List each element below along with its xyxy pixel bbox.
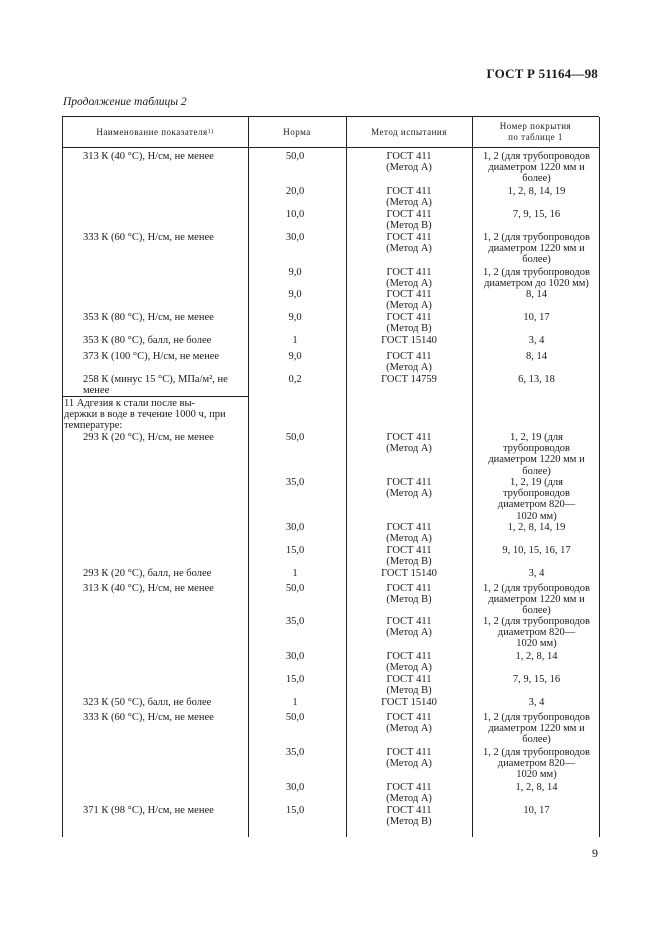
cell-cover: 1, 2 (для трубопроводов диаметром 820— 1020 мм) bbox=[483, 616, 590, 650]
cell-method: ГОСТ 14759 bbox=[381, 374, 437, 385]
table-header-row bbox=[62, 117, 599, 148]
cell-norm: 15,0 bbox=[285, 545, 305, 556]
cell-name: 333 К (60 °С), Н/см, не менее bbox=[83, 232, 214, 243]
cell-method: ГОСТ 411 (Метод А) bbox=[386, 522, 432, 545]
cell-method: ГОСТ 411 (Метод А) bbox=[386, 151, 432, 174]
cell-cover: 1, 2, 19 (для трубопроводов диаметром 1220 мм и более) bbox=[488, 432, 585, 477]
cell-method: ГОСТ 15140 bbox=[381, 335, 437, 346]
cell-name: 293 К (20 °С), Н/см, не менее bbox=[83, 432, 214, 443]
cell-name: 353 К (80 °С), балл, не более bbox=[83, 335, 212, 346]
section-separator bbox=[62, 396, 248, 397]
cell-name: 313 К (40 °С), Н/см, не менее bbox=[83, 583, 214, 594]
cell-norm: 10,0 bbox=[285, 209, 305, 220]
cell-cover: 1, 2 (для трубопроводов диаметром 1220 мм и более) bbox=[483, 712, 590, 746]
cell-method: ГОСТ 411 (Метод В) bbox=[386, 312, 432, 335]
cell-cover: 1, 2, 8, 14, 19 bbox=[507, 186, 566, 197]
cell-norm: 30,0 bbox=[285, 782, 305, 793]
cell-cover: 3, 4 bbox=[528, 568, 545, 579]
cell-method: ГОСТ 411 (Метод А) bbox=[386, 289, 432, 312]
cell-norm: 1 bbox=[292, 568, 298, 579]
cell-norm: 9,0 bbox=[288, 267, 302, 278]
cell-norm: 35,0 bbox=[285, 747, 305, 758]
cell-method: ГОСТ 15140 bbox=[381, 697, 437, 708]
header-name bbox=[62, 117, 248, 147]
cell-method: ГОСТ 411 (Метод А) bbox=[386, 712, 432, 735]
header-cover-line1: Номер покрытия bbox=[499, 121, 572, 131]
header-norm: Норма bbox=[283, 126, 311, 137]
cell-norm: 35,0 bbox=[285, 616, 305, 627]
cell-cover: 1, 2 (для трубопроводов диаметром 820— 1020 мм) bbox=[483, 747, 590, 781]
cell-norm: 50,0 bbox=[285, 712, 305, 723]
cell-name: 333 К (60 °С), Н/см, не менее bbox=[83, 712, 214, 723]
cell-cover: 8, 14 bbox=[526, 351, 547, 362]
cell-norm: 50,0 bbox=[285, 583, 305, 594]
cell-norm: 35,0 bbox=[285, 477, 305, 488]
cell-norm: 1 bbox=[292, 697, 298, 708]
cell-name: 373 К (100 °С), Н/см, не менее bbox=[83, 351, 220, 362]
cell-method: ГОСТ 411 (Метод В) bbox=[386, 545, 432, 568]
cell-method: ГОСТ 411 (Метод А) bbox=[386, 616, 432, 639]
cell-method: ГОСТ 411 (Метод В) bbox=[386, 209, 432, 232]
cell-method: ГОСТ 411 (Метод А) bbox=[386, 782, 432, 805]
cell-norm: 15,0 bbox=[285, 805, 305, 816]
cell-method: ГОСТ 411 (Метод А) bbox=[386, 232, 432, 255]
cell-method: ГОСТ 411 (Метод А) bbox=[386, 186, 432, 209]
data-table bbox=[62, 116, 599, 837]
table-border-right bbox=[599, 117, 600, 837]
cell-method: ГОСТ 411 (Метод В) bbox=[386, 674, 432, 697]
cell-cover: 10, 17 bbox=[523, 805, 550, 816]
cell-method: ГОСТ 411 (Метод А) bbox=[386, 267, 432, 290]
cell-name: 323 К (50 °С), балл, не более bbox=[83, 697, 212, 708]
cell-cover: 1, 2, 8, 14 bbox=[515, 651, 558, 662]
cell-norm: 0,2 bbox=[288, 374, 302, 385]
cell-norm: 9,0 bbox=[288, 289, 302, 300]
cell-name: 313 К (40 °С), Н/см, не менее bbox=[83, 151, 214, 162]
cell-name: 258 К (минус 15 °С), МПа/м², не менее bbox=[83, 374, 228, 397]
header-name-text: Наименование показателя bbox=[96, 126, 208, 137]
column-divider-cover bbox=[472, 117, 473, 837]
cell-method: ГОСТ 411 (Метод А) bbox=[386, 477, 432, 500]
cell-method: ГОСТ 411 (Метод А) bbox=[386, 747, 432, 770]
cell-method: ГОСТ 411 (Метод А) bbox=[386, 651, 432, 674]
cell-name: 293 К (20 °С), балл, не более bbox=[83, 568, 212, 579]
cell-norm: 50,0 bbox=[285, 432, 305, 443]
cell-name: 371 К (98 °С), Н/см, не менее bbox=[83, 805, 214, 816]
cell-cover: 6, 13, 18 bbox=[518, 374, 555, 385]
table-caption: Продолжение таблицы 2 bbox=[63, 96, 187, 108]
cell-cover: 1, 2, 19 (для трубопроводов диаметром 820— 1020 мм) bbox=[497, 477, 576, 522]
cell-method: ГОСТ 411 (Метод А) bbox=[386, 351, 432, 374]
cell-cover: 8, 14 bbox=[526, 289, 547, 300]
table-border-left bbox=[62, 117, 63, 837]
document-header: ГОСТ Р 51164—98 bbox=[486, 66, 598, 81]
cell-cover: 1, 2 (для трубопроводов диаметром 1220 мм и более) bbox=[483, 232, 590, 266]
cell-cover: 3, 4 bbox=[528, 697, 545, 708]
cell-norm: 50,0 bbox=[285, 151, 305, 162]
cell-name: 353 К (80 °С), Н/см, не менее bbox=[83, 312, 214, 323]
cell-cover: 1, 2 (для трубопроводов диаметром 1220 мм и более) bbox=[483, 583, 590, 617]
page-number: 9 bbox=[592, 846, 598, 860]
cell-cover: 1, 2 (для трубопроводов диаметром до 1020 мм) bbox=[483, 267, 590, 290]
cell-norm: 30,0 bbox=[285, 232, 305, 243]
header-method: Метод испытания bbox=[371, 126, 447, 137]
header-footnote-mark: 1) bbox=[207, 128, 214, 135]
cell-norm: 9,0 bbox=[288, 351, 302, 362]
cell-method: ГОСТ 15140 bbox=[381, 568, 437, 579]
cell-name: 11 Адгезия к стали после вы- держки в воде в течение 1000 ч, при температуре: bbox=[64, 398, 226, 432]
cell-cover: 1, 2, 8, 14, 19 bbox=[507, 522, 566, 533]
cell-method: ГОСТ 411 (Метод А) bbox=[386, 432, 432, 455]
cell-method: ГОСТ 411 (Метод В) bbox=[386, 583, 432, 606]
cell-cover: 3, 4 bbox=[528, 335, 545, 346]
cell-method: ГОСТ 411 (Метод В) bbox=[386, 805, 432, 828]
column-divider-method bbox=[346, 117, 347, 837]
header-cover bbox=[472, 117, 599, 147]
cell-norm: 20,0 bbox=[285, 186, 305, 197]
cell-norm: 9,0 bbox=[288, 312, 302, 323]
cell-cover: 7, 9, 15, 16 bbox=[512, 209, 561, 220]
cell-cover: 10, 17 bbox=[523, 312, 550, 323]
cell-norm: 30,0 bbox=[285, 651, 305, 662]
cell-cover: 1, 2 (для трубопроводов диаметром 1220 мм и более) bbox=[483, 151, 590, 185]
header-cover-line2: по таблице 1 bbox=[508, 132, 563, 142]
cell-cover: 1, 2, 8, 14 bbox=[515, 782, 558, 793]
cell-norm: 1 bbox=[292, 335, 298, 346]
cell-norm: 30,0 bbox=[285, 522, 305, 533]
cell-norm: 15,0 bbox=[285, 674, 305, 685]
cell-cover: 7, 9, 15, 16 bbox=[512, 674, 561, 685]
cell-cover: 9, 10, 15, 16, 17 bbox=[502, 545, 571, 556]
